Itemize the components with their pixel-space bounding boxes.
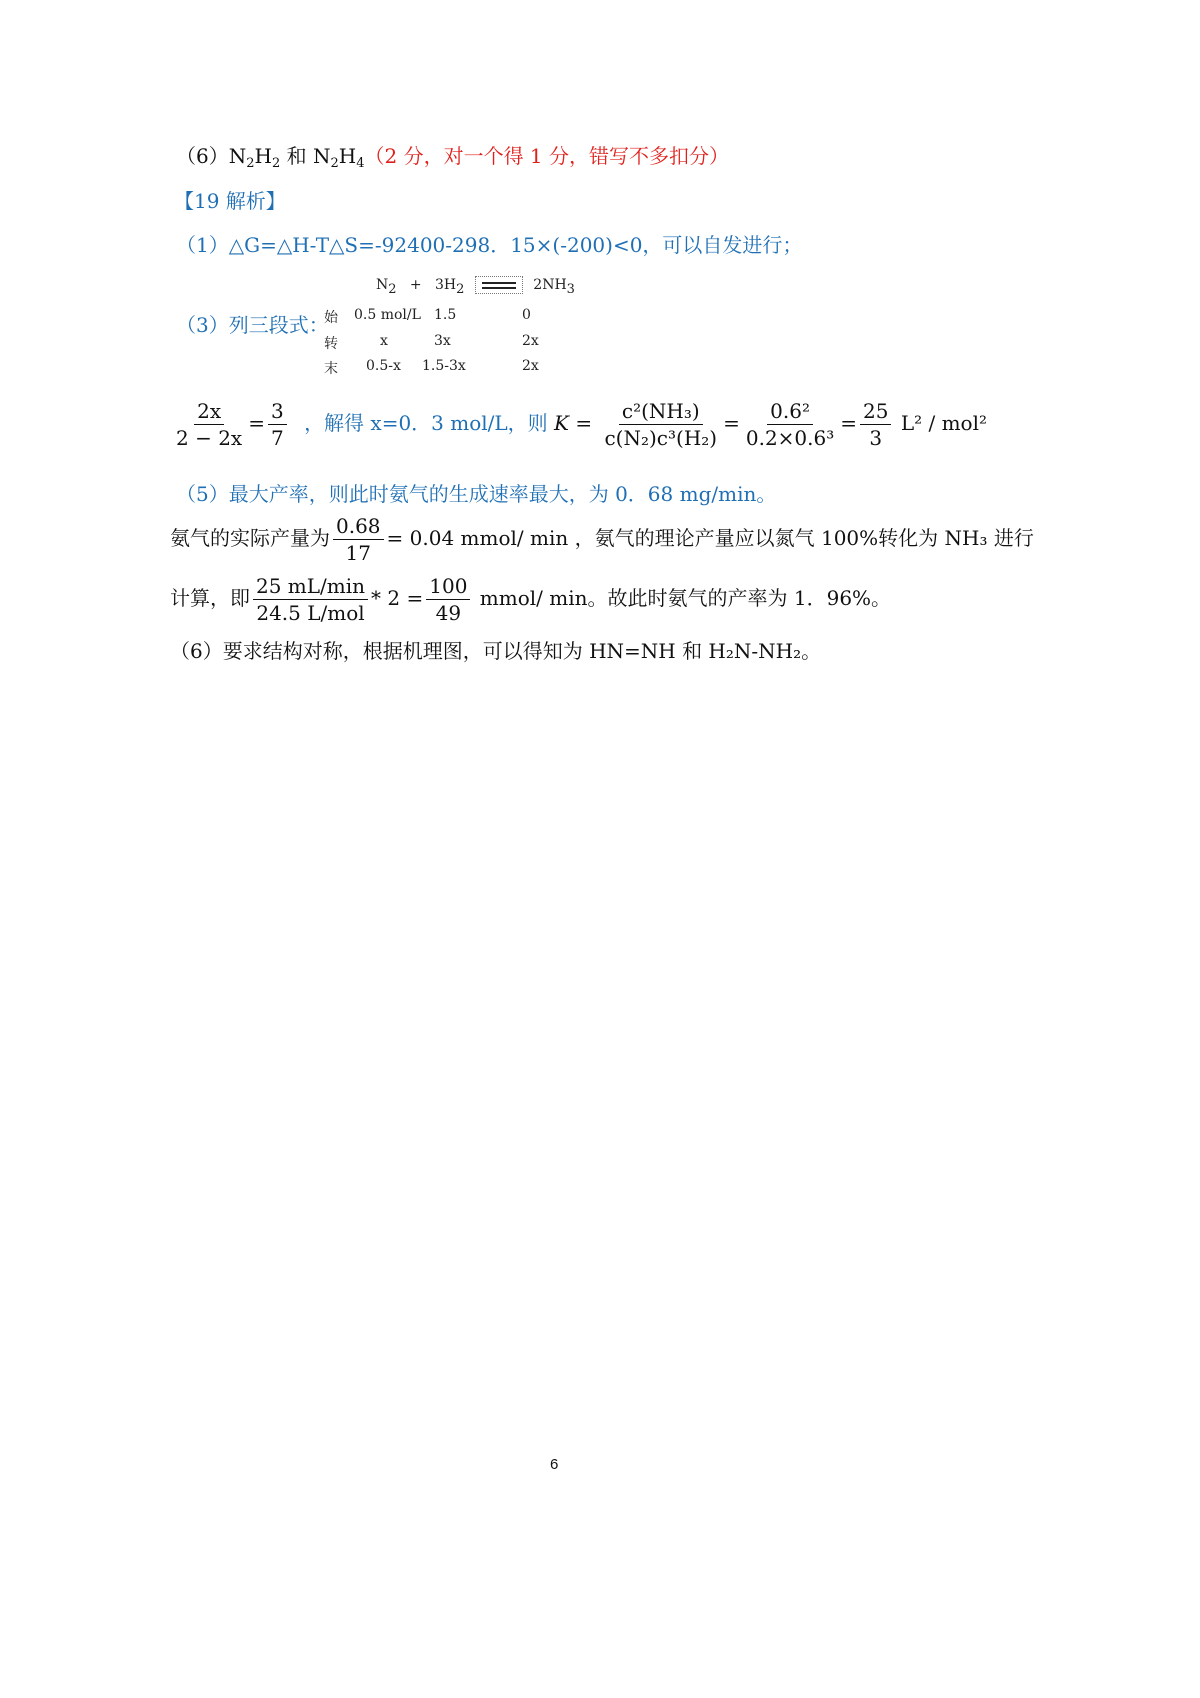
line6-prefix: （6）N [176, 144, 247, 168]
section-5-text: （5）最大产率，则此时氨气的生成速率最大，为 0．68 mg/min。 [176, 482, 777, 506]
solve-text: ，解得 x=0．3 mol/L，则 [304, 411, 548, 435]
line6-score-note: （2 分，对一个得 1 分，错写不多扣分） [364, 144, 730, 168]
actual-yield-line: 氨气的实际产量为 $\frac{0.68}{17}$ = 0.04 mmol/ min ，氨气的理论产量应以氮气 100%转化为 NH₃ 进行 [170, 514, 1034, 565]
line6-h: H [254, 144, 272, 168]
equilibrium-constant-equation: $\frac{2x}{2 - 2x}$ = $\frac{3}{7}$ ，解得 x=0．3 mol/L，则 K = $\frac{\text{c²(NH₃)}}{\text{c(N₂)c³(H₂)}}$ = $\frac{\text{0.6²}}{\text{0.2×0.6³}}$ = $\frac{25}{3}$ L² / mol² [176, 399, 987, 450]
line6-and: 和 N [286, 144, 331, 168]
section-6-text: （6）要求结构对称，根据机理图，可以得知为 HN=NH 和 H₂N-NH₂。 [170, 639, 822, 663]
line6-h4: H [338, 144, 357, 168]
answer-line-6: $(6)N_2H_2$ 和 $N_2H_4(2$ 分，对一个得 1 分，错写不多扣分） [176, 144, 730, 171]
ice-equation: $N_2$ + $3H_2$ $2NH_3$ [376, 277, 575, 297]
section-3-label: （3）列三段式： [176, 313, 329, 337]
section-1-text: （1）△G=△H-T△S=-92400-298．15×(-200)<0，可以自发进行； [176, 233, 803, 257]
equilibrium-arrow-icon [475, 276, 523, 294]
theoretical-yield-line: 计算，即 $\frac{25 mL/\min}{\text{24.5 L/mol}}$ * 2 = $\frac{100}{49}$ mmol/ min。故此时氨气的产率为 1．96%。 [170, 574, 892, 625]
page-number: 6 [550, 1456, 559, 1473]
section-19-title: 【19 解析】 [174, 189, 286, 213]
